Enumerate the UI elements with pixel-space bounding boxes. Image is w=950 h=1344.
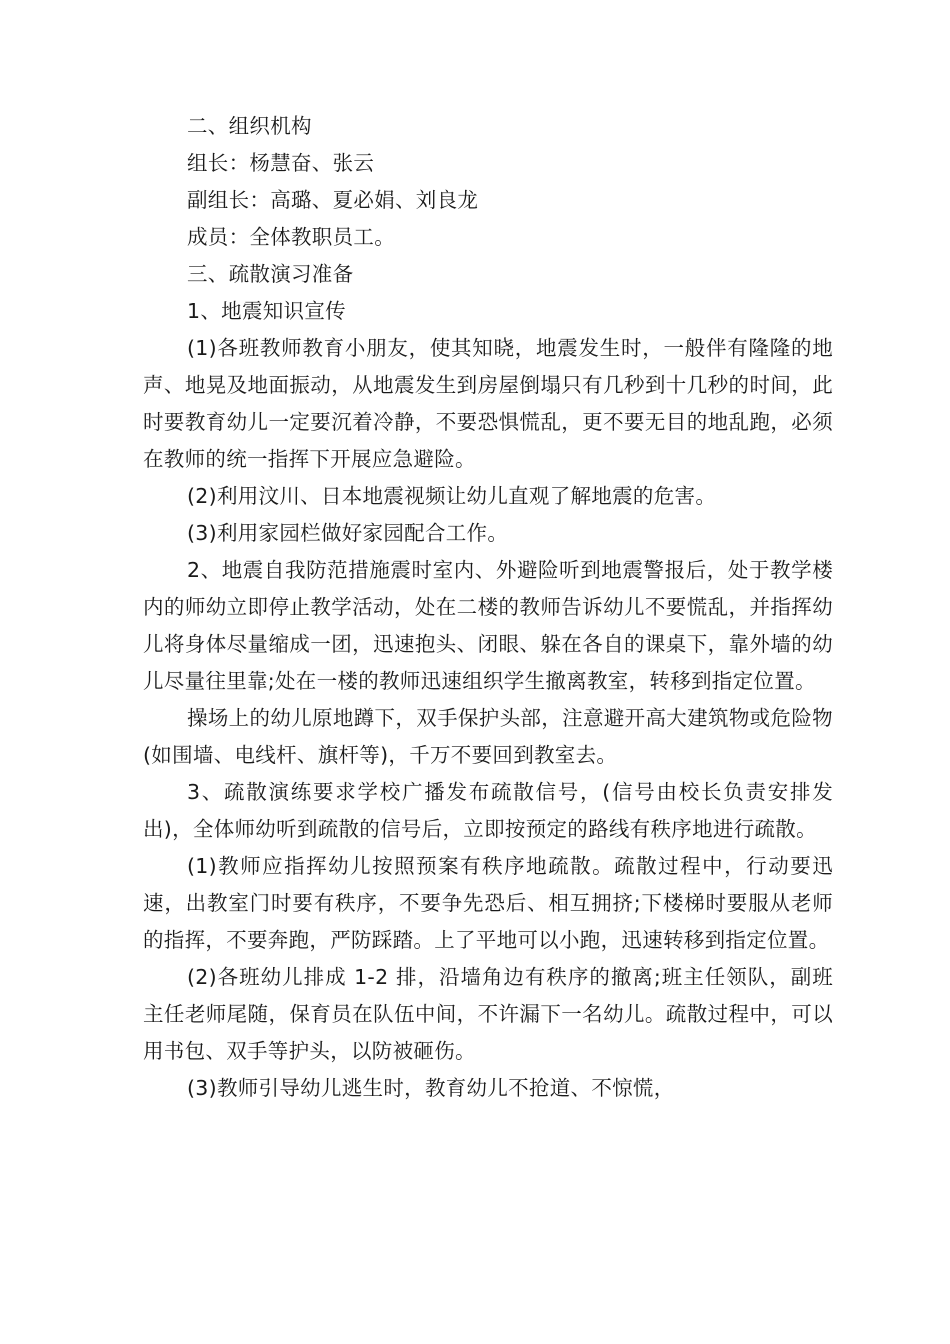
paragraph-playground: 操场上的幼儿原地蹲下，双手保护头部，注意避开高大建筑物或危险物(如围墙、电线杆、旗杆等)，千万不要回到教室去。 <box>143 706 833 767</box>
section-heading-organization: 二、组织机构 <box>187 114 312 138</box>
paragraph-escape-guidance: (3)教师引导幼儿逃生时，教育幼儿不抢道、不惊慌， <box>187 1076 675 1100</box>
paragraph-teacher-education: (1)各班教师教育小朋友，使其知晓，地震发生时，一般伴有隆隆的地声、地晃及地面振动，从地震发生到房屋倒塌只有几秒到十几秒的时间，此时要教育幼儿一定要沉着冷静，不要恐惧慌乱，更不要无目的地乱跑，必须在教师的统一指挥下开展应急避险。 <box>143 336 833 471</box>
paragraph-home-school-board: (3)利用家园栏做好家园配合工作。 <box>187 521 509 545</box>
paragraph-class-lineup: (2)各班幼儿排成 1-2 排，沿墙角边有秩序的撤离;班主任领队，副班主任老师尾随，保育员在队伍中间，不许漏下一名幼儿。疏散过程中，可以用书包、双手等护头，以防被砸伤。 <box>143 965 833 1063</box>
document-body <box>143 108 833 1107</box>
subheading-earthquake-knowledge: 1、地震知识宣传 <box>187 299 346 323</box>
paragraph-teacher-guidance: (1)教师应指挥幼儿按照预案有秩序地疏散。疏散过程中，行动要迅速，出教室门时要有秩序，不要争先恐后、相互拥挤;下楼梯时要服从老师的指挥，不要奔跑，严防踩踏。上了平地可以小跑，迅速转移到指定位置。 <box>143 854 833 952</box>
section-heading-preparation: 三、疏散演习准备 <box>187 262 354 286</box>
paragraph-self-protection: 2、地震自我防范措施震时室内、外避险听到地震警报后，处于教学楼内的师幼立即停止教学活动，处在二楼的教师告诉幼儿不要慌乱，并指挥幼儿将身体尽量缩成一团，迅速抱头、闭眼、躲在各自的课桌下，靠外墙的幼儿尽量往里靠;处在一楼的教师迅速组织学生撤离教室，转移到指定位置。 <box>143 558 833 693</box>
team-leader-line: 组长：杨慧奋、张云 <box>187 151 375 175</box>
paragraph-video-use: (2)利用汶川、日本地震视频让幼儿直观了解地震的危害。 <box>187 484 717 508</box>
paragraph-evacuation-requirements: 3、疏散演练要求学校广播发布疏散信号，(信号由校长负责安排发出)，全体师幼听到疏散的信号后，立即按预定的路线有秩序地进行疏散。 <box>143 780 833 841</box>
members-line: 成员：全体教职员工。 <box>187 225 395 249</box>
deputy-leader-line: 副组长：高璐、夏必娟、刘良龙 <box>187 188 479 212</box>
